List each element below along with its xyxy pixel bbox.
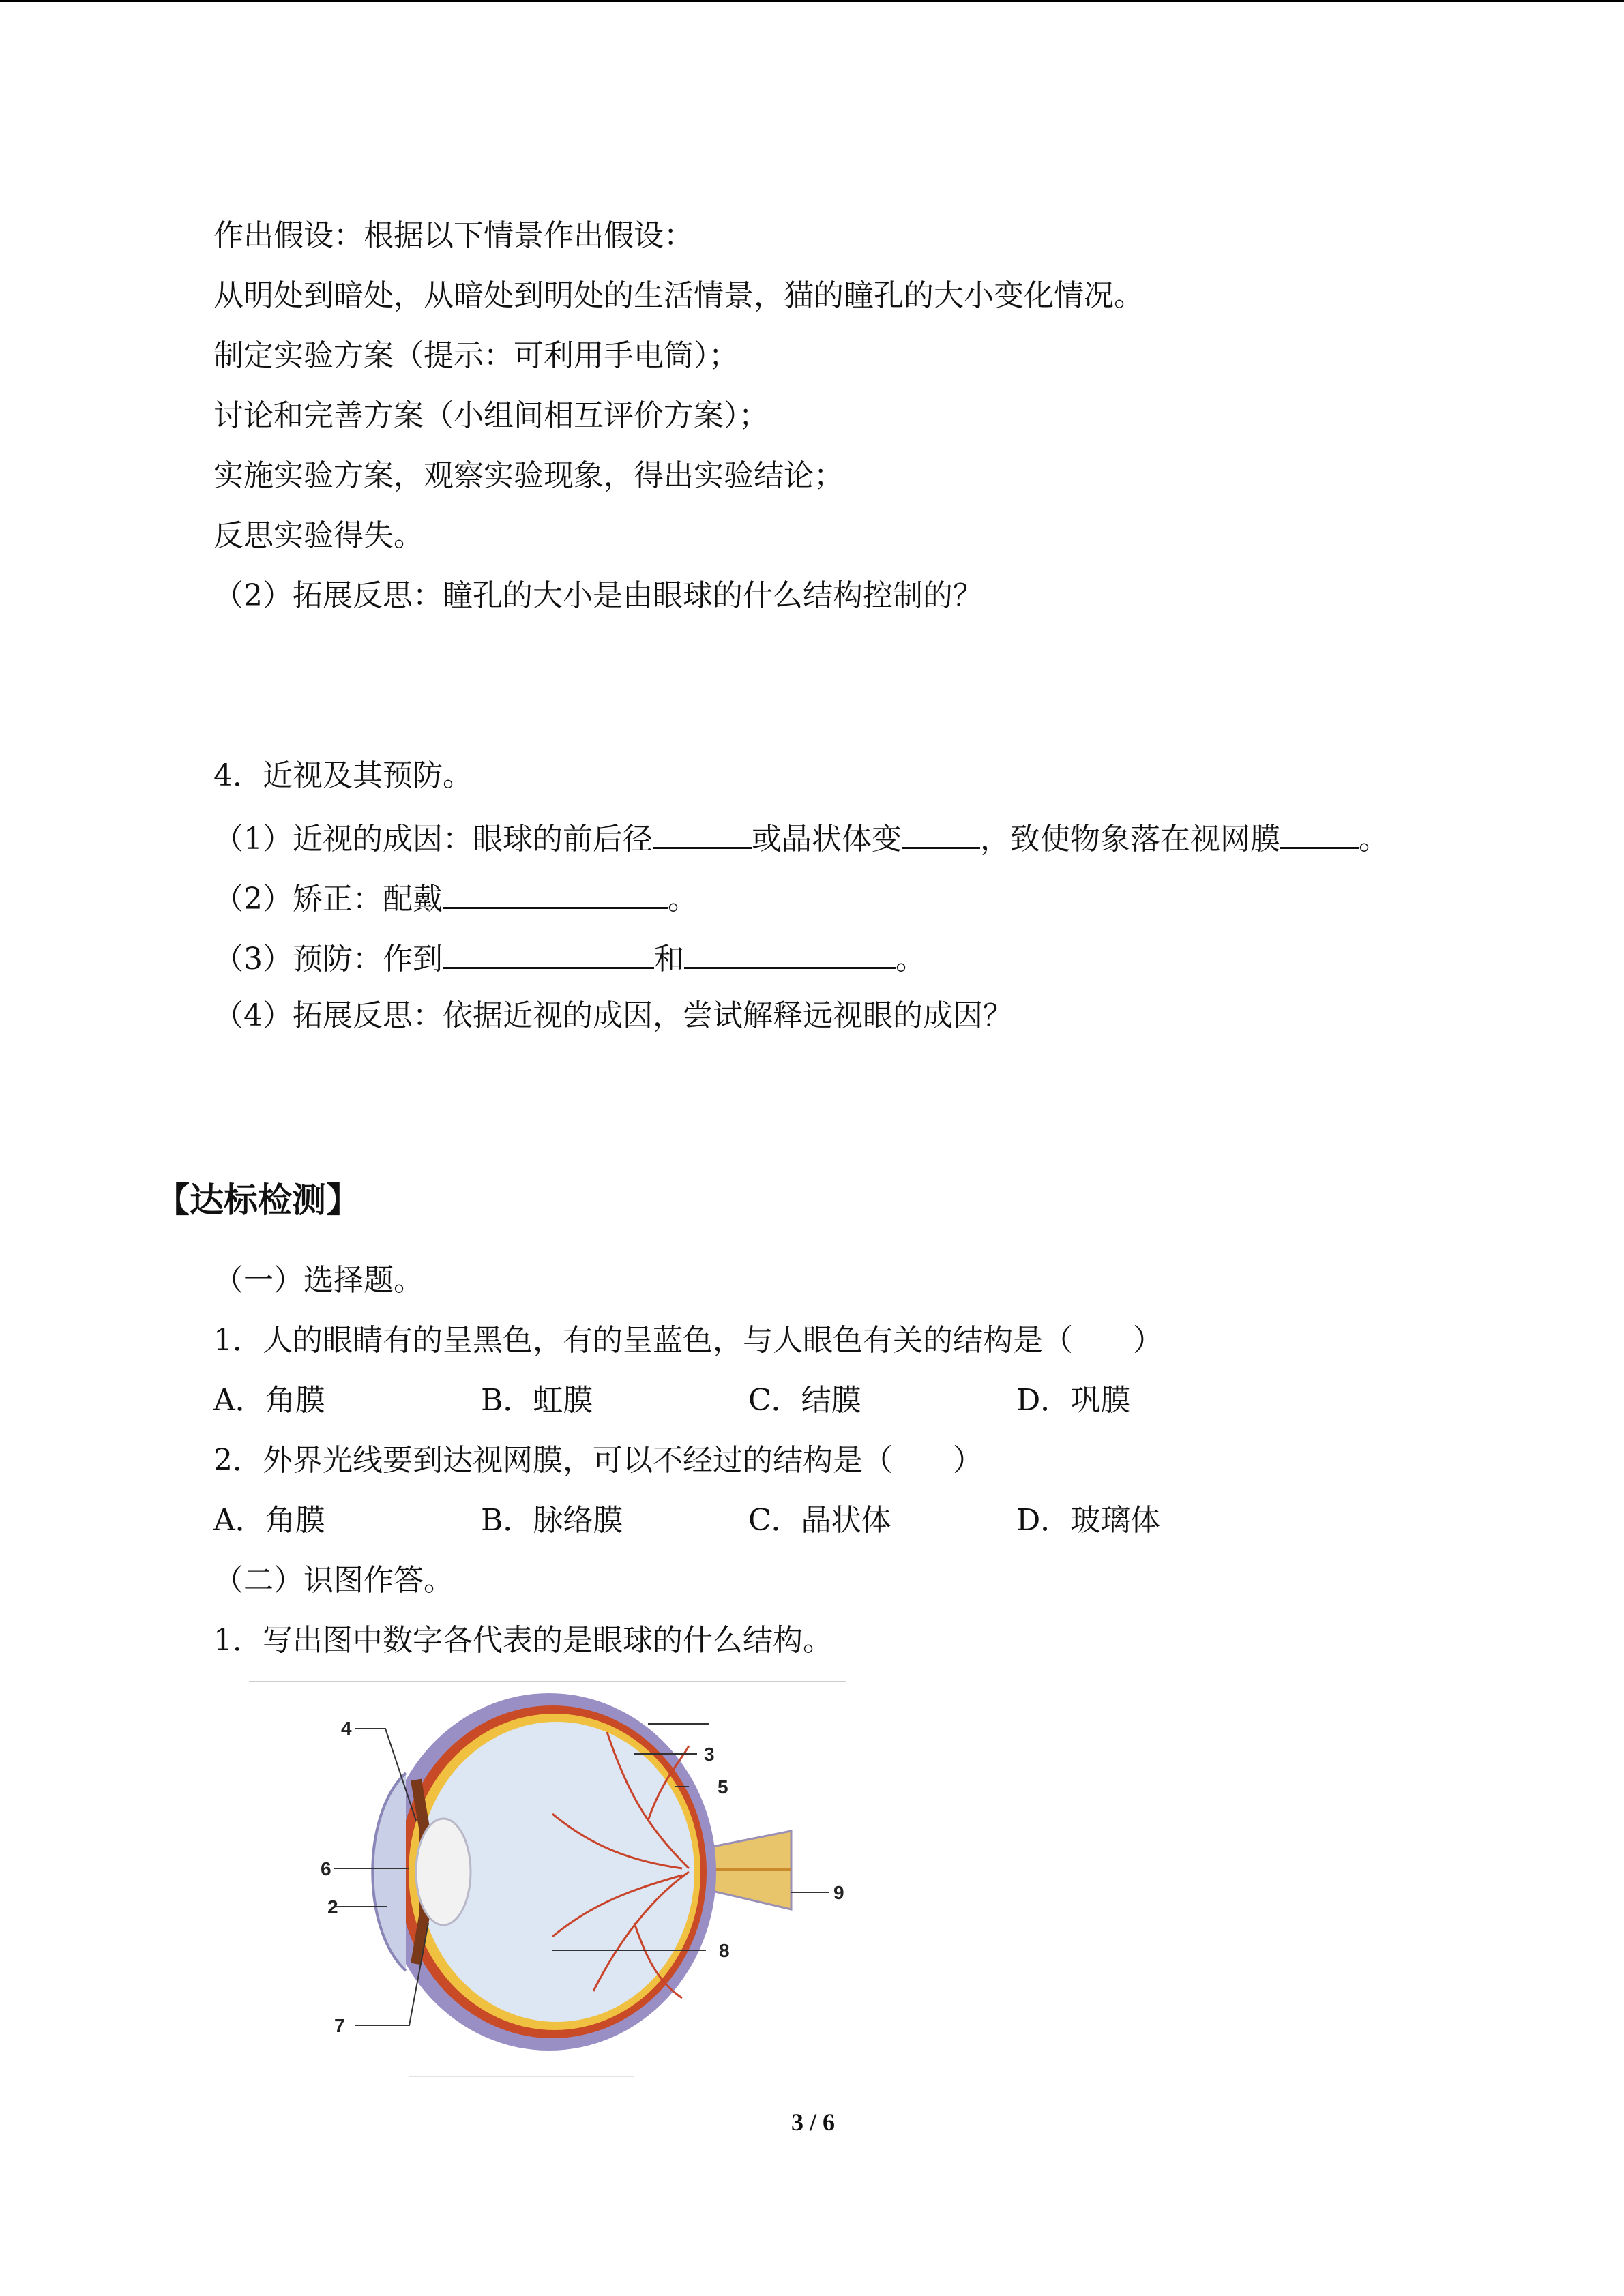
question-2: 2．外界光线要到达视网膜，可以不经过的结构是（ ） [213,1443,983,1478]
question-3: 1．写出图中数字各代表的是眼球的什么结构。 [213,1623,833,1658]
q2-option-d: D．玻璃体 [1016,1503,1161,1538]
text-line: 实施实验方案，观察实验现象，得出实验结论； [213,458,844,493]
myopia-correction: （2）矫正：配戴 。 [213,876,698,920]
text-line: （2）拓展反思：瞳孔的大小是由眼球的什么结构控制的？ [213,578,983,613]
part-two-title: （二）识图作答。 [213,1563,454,1598]
lens [416,1819,471,1925]
myopia-prevention: （3）预防：作到 和 。 [213,936,926,980]
blank[interactable] [1280,816,1359,849]
myopia-reflection: （4）拓展反思：依据近视的成因，尝试解释远视眼的成因？ [213,998,1013,1033]
q2-option-c: C．晶状体 [748,1503,891,1538]
q1-option-b: B．虹膜 [481,1383,593,1418]
myopia-title: 4．近视及其预防。 [213,758,473,793]
q1-option-d: D．巩膜 [1016,1383,1131,1418]
figure-label: 8 [719,1940,730,1961]
figure-label: 3 [704,1744,715,1765]
figure-label: 2 [327,1896,338,1918]
figure-label: 4 [341,1718,352,1739]
cornea [372,1773,406,1971]
text-line: 制定实验方案（提示：可利用手电筒）； [213,338,739,373]
blank[interactable] [653,816,752,849]
blank[interactable] [902,816,980,849]
figure-label: 9 [833,1882,844,1903]
figure-label: 7 [334,2015,345,2036]
q1-option-c: C．结膜 [748,1383,861,1418]
eyeball-diagram [211,1678,866,2080]
text-line: 讨论和完善方案（小组间相互评价方案）； [213,398,769,433]
q1-option-a: A．角膜 [213,1383,325,1418]
question-1: 1．人的眼睛有的呈黑色，有的呈蓝色，与人眼色有关的结构是（ ） [213,1323,1163,1358]
page-number: 3 / 6 [791,2108,836,2136]
top-border [0,0,1624,2]
blank[interactable] [684,936,896,969]
myopia-cause: （1）近视的成因：眼球的前后径 或晶状体变 ，致使物象落在视网膜 。 [213,816,1389,860]
text-line: 从明处到暗处，从暗处到明处的生活情景，猫的瞳孔的大小变化情况。 [213,278,1144,313]
blank[interactable] [443,876,668,909]
q2-option-a: A．角膜 [213,1503,325,1538]
figure-label: 6 [321,1858,331,1879]
text-line: 反思实验得失。 [213,518,424,553]
figure-label: 5 [718,1776,728,1798]
part-one-title: （一）选择题。 [213,1263,424,1298]
q2-option-b: B．脉络膜 [481,1503,623,1538]
section-heading: 【达标检测】 [156,1180,360,1220]
text-line: 作出假设：根据以下情景作出假设： [213,218,694,253]
blank[interactable] [443,936,654,969]
